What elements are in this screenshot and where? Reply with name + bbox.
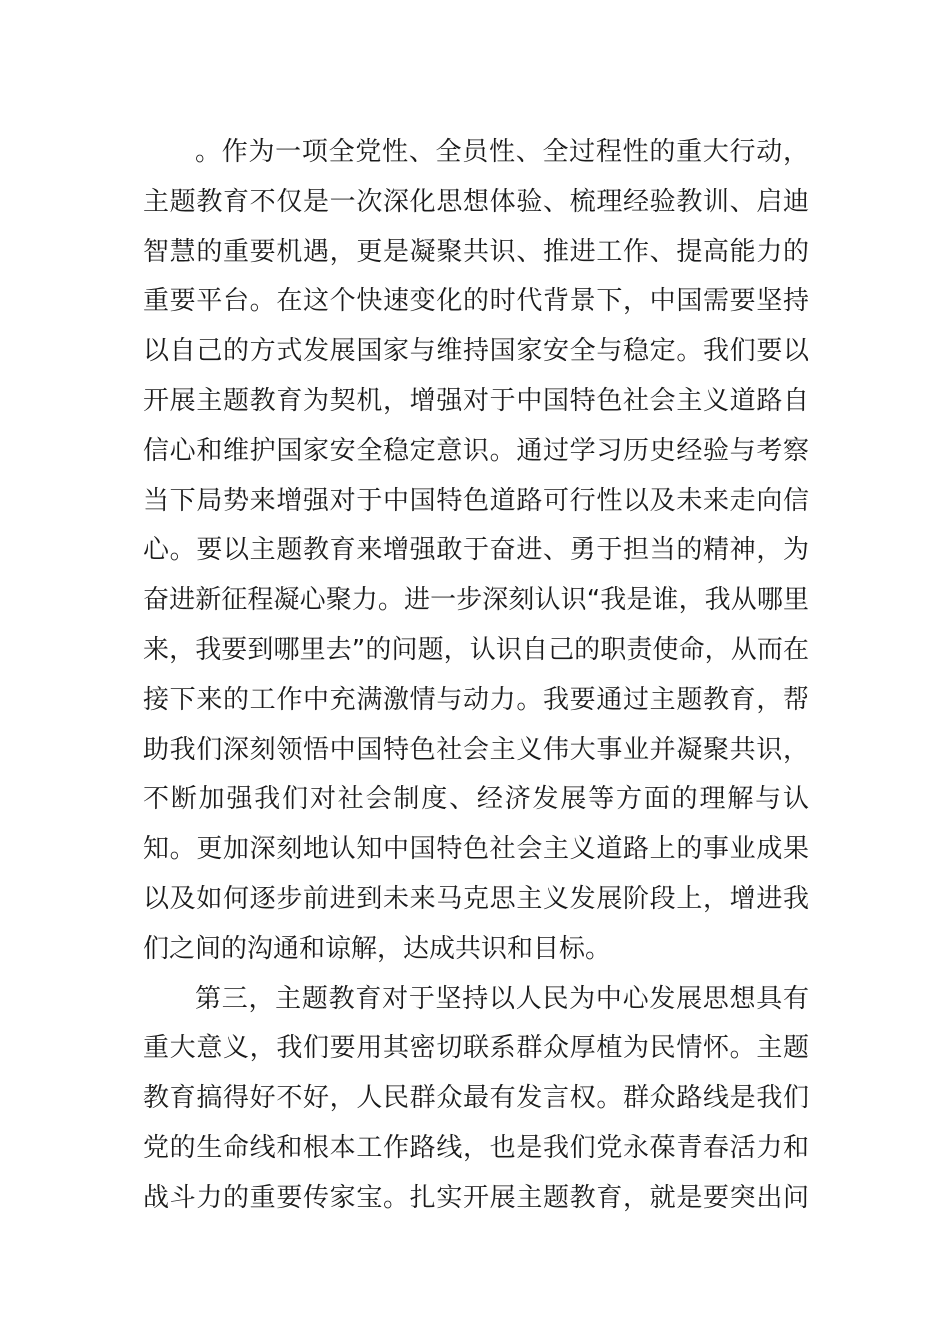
- text-line: 教育搞得好不好，人民群众最有发言权。群众路线是我们: [143, 1083, 809, 1114]
- text-line: 智慧的重要机遇，更是凝聚共识、推进工作、提高能力的: [143, 236, 809, 267]
- text-line: 党的生命线和根本工作路线，也是我们党永葆青春活力和: [143, 1132, 809, 1163]
- text-line: 以及如何逐步前进到未来马克思主义发展阶段上，增进我: [143, 883, 809, 914]
- text-line: 以自己的方式发展国家与维持国家安全与稳定。我们要以: [143, 336, 809, 367]
- text-line: 主题教育不仅是一次深化思想体验、梳理经验教训、启迪: [143, 186, 809, 217]
- text-line: 心。要以主题教育来增强敢于奋进、勇于担当的精神，为: [143, 535, 809, 566]
- text-line: 助我们深刻领悟中国特色社会主义伟大事业并凝聚共识，: [143, 734, 809, 765]
- text-line: 知。更加深刻地认知中国特色社会主义道路上的事业成果: [143, 834, 809, 865]
- text-line: 重要平台。在这个快速变化的时代背景下，中国需要坚持: [143, 286, 809, 317]
- text-line: 第三，主题教育对于坚持以人民为中心发展思想具有: [195, 983, 809, 1014]
- paragraph-2: [143, 975, 809, 1224]
- text-line: 战斗力的重要传家宝。扎实开展主题教育，就是要突出问: [143, 1182, 809, 1213]
- body-text: [143, 128, 809, 1224]
- text-line: 奋进新征程凝心聚力。进一步深刻认识“我是谁，我从哪里: [143, 585, 809, 616]
- text-line: 信心和维护国家安全稳定意识。通过学习历史经验与考察: [143, 435, 809, 466]
- text-line: 们之间的沟通和谅解，达成共识和目标。: [143, 933, 612, 964]
- text-line: 。作为一项全党性、全员性、全过程性的重大行动，: [195, 137, 809, 167]
- text-line: 接下来的工作中充满激情与动力。我要通过主题教育，帮: [143, 684, 809, 715]
- paragraph-1: [143, 128, 809, 975]
- text-line: 当下局势来增强对于中国特色道路可行性以及未来走向信: [143, 485, 809, 516]
- text-line: 重大意义，我们要用其密切联系群众厚植为民情怀。主题: [143, 1033, 809, 1064]
- text-line: 不断加强我们对社会制度、经济发展等方面的理解与认: [143, 784, 809, 815]
- text-line: 开展主题教育为契机，增强对于中国特色社会主义道路自: [143, 385, 809, 416]
- text-line: 来，我要到哪里去”的问题，认识自己的职责使命，从而在: [143, 634, 809, 665]
